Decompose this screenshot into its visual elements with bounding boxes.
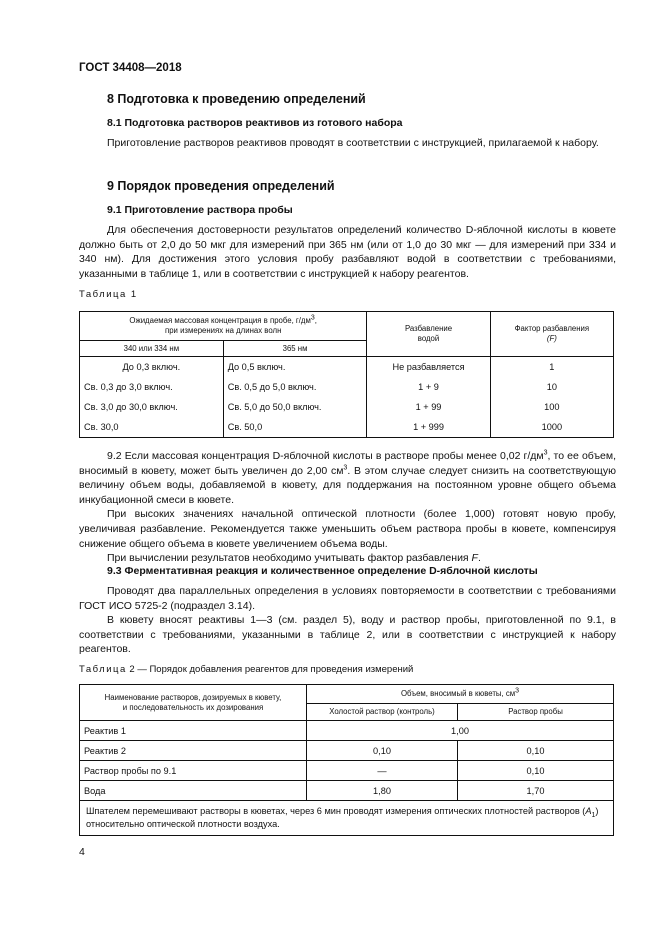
table-1: [79, 311, 614, 438]
paragraph: При высоких значениях начальной оптической плотности (более 1,000) готовят новую пробу, увеличивая разбавление. Рекомендуется также уменьшить объем раствора пробы в кювете, компенсируя снижение общего объема в кювете увеличением объема воды.: [79, 508, 616, 550]
table-cell: Св. 0,3 до 3,0 включ.: [80, 377, 224, 397]
table-2-caption: Таблица 2 — Порядок добавления реагентов для проведения измерений: [79, 664, 414, 675]
table-cell: Св. 50,0: [223, 417, 367, 438]
table-row: [80, 377, 614, 397]
table-row: [80, 761, 614, 781]
header-dilution: Разбавление водой: [367, 312, 490, 357]
table-note-row: [80, 801, 614, 836]
table-cell: 1 + 9: [367, 377, 490, 397]
paragraph: 9.2 Если массовая концентрация D-яблочной кислоты в растворе пробы менее 0,02 $г/дм^3$, то ее объем, вносимый в кювету, может быть увеличен до 2,00 $см^3$. В этом случае следует снизить на соответствующую величину объем воды, добавляемой в кювету, для поддержания на постоянном уровне общего объема инкубационной смеси в кювете.: [79, 449, 617, 506]
table-row: [80, 397, 614, 417]
caption-text: Таблица 1: [79, 289, 138, 300]
table-cell: Вода: [80, 781, 307, 801]
table-row: [80, 721, 614, 741]
table-cell: 0,10: [307, 741, 458, 761]
table-cell: Раствор пробы по 9.1: [80, 761, 307, 781]
page-number: 4: [79, 846, 85, 858]
table-cell: 0,10: [458, 761, 614, 781]
table-cell: 1000: [490, 417, 613, 438]
subsection-9-3-text: [79, 584, 616, 657]
table-cell: Св. 0,5 до 5,0 включ.: [223, 377, 367, 397]
section-8-heading: 8 Подготовка к проведению определений: [107, 92, 366, 106]
table-cell: Реактив 1: [80, 721, 307, 741]
table-1-caption: [79, 289, 138, 300]
table-row: [80, 741, 614, 761]
header-wavelength-365: 365 нм: [223, 341, 367, 357]
subsection-9-1-text: [79, 223, 616, 281]
document-header: ГОСТ 34408—2018: [79, 62, 182, 74]
header-volume: Объем, вносимый в кюветы, $см^3$: [307, 685, 614, 704]
table-cell: 1 + 99: [367, 397, 490, 417]
subsection-8-1-heading: 8.1 Подготовка растворов реактивов из готового набора: [107, 117, 403, 129]
table-row: [80, 781, 614, 801]
table-cell: —: [307, 761, 458, 781]
subsection-8-1-text: [79, 136, 616, 151]
paragraph: Приготовление растворов реактивов проводят в соответствии с инструкцией, прилагаемой к набору.: [107, 137, 599, 149]
table-cell: 1 + 999: [367, 417, 490, 438]
table-cell: 1,00: [307, 721, 614, 741]
paragraph: При вычислении результатов необходимо учитывать фактор разбавления F.: [107, 552, 481, 565]
table-cell: Св. 30,0: [80, 417, 224, 438]
table-cell: Св. 3,0 до 30,0 включ.: [80, 397, 224, 417]
table-cell: 0,10: [458, 741, 614, 761]
header-wavelength-340: 340 или 334 нм: [80, 341, 224, 357]
table-cell: До 0,3 включ.: [80, 357, 224, 378]
section-9-heading: 9 Порядок проведения определений: [107, 179, 335, 193]
table-cell: Св. 5,0 до 50,0 включ.: [223, 397, 367, 417]
table-row: [80, 357, 614, 378]
paragraph: Проводят два параллельных определения в условиях повторяемости в соответствии с требованиями ГОСТ ИСО 5725-2 (подраздел 3.14).: [79, 585, 616, 612]
paragraph-9-2: [79, 449, 616, 566]
table-note: Шпателем перемешивают растворы в кюветах, через 6 мин проводят измерения оптических плотностей растворов $(A_1)$ относительно оптической плотности воздуха.: [80, 801, 614, 836]
table-cell: 100: [490, 397, 613, 417]
table-cell: 10: [490, 377, 613, 397]
table-cell: До 0,5 включ.: [223, 357, 367, 378]
table-cell: Реактив 2: [80, 741, 307, 761]
header-solution-name: Наименование растворов, дозируемых в кювету, и последовательность их дозирования: [80, 685, 307, 721]
table-cell: Не разбавляется: [367, 357, 490, 378]
subsection-9-1-heading: 9.1 Приготовление раствора пробы: [107, 204, 293, 216]
header-concentration: Ожидаемая массовая концентрация в пробе, $г/дм^3$, при измерениях на длинах волн: [80, 312, 367, 341]
header-factor: Фактор разбавления (F): [490, 312, 613, 357]
subsection-9-3-heading: 9.3 Ферментативная реакция и количественное определение D-яблочной кислоты: [107, 565, 538, 577]
table-cell: 1,80: [307, 781, 458, 801]
header-blank: Холостой раствор (контроль): [307, 704, 458, 721]
table-2: [79, 684, 614, 836]
table-row: [80, 417, 614, 438]
paragraph: Для обеспечения достоверности результатов определений количество D-яблочной кислоты в кювете должно быть от 2,0 до 50 мкг для измерений при 365 нм (или от 1,0 до 30 мкг — для измерений при 334 и 340 нм). Для достижения этого условия пробу разбавляют водой в соответствии с требованиями, указанными в таблице 1, или в соответствии с инструкцией к набору реагентов.: [79, 224, 616, 280]
header-sample: Раствор пробы: [458, 704, 614, 721]
paragraph: В кювету вносят реактивы 1—3 (см. раздел 5), воду и раствор пробы, приготовленной по 9.1, в соответствии с требованиями, указанными в таблице 2, или в соответствии с инструкцией к набору реагентов.: [79, 614, 616, 656]
table-cell: 1,70: [458, 781, 614, 801]
table-cell: 1: [490, 357, 613, 378]
